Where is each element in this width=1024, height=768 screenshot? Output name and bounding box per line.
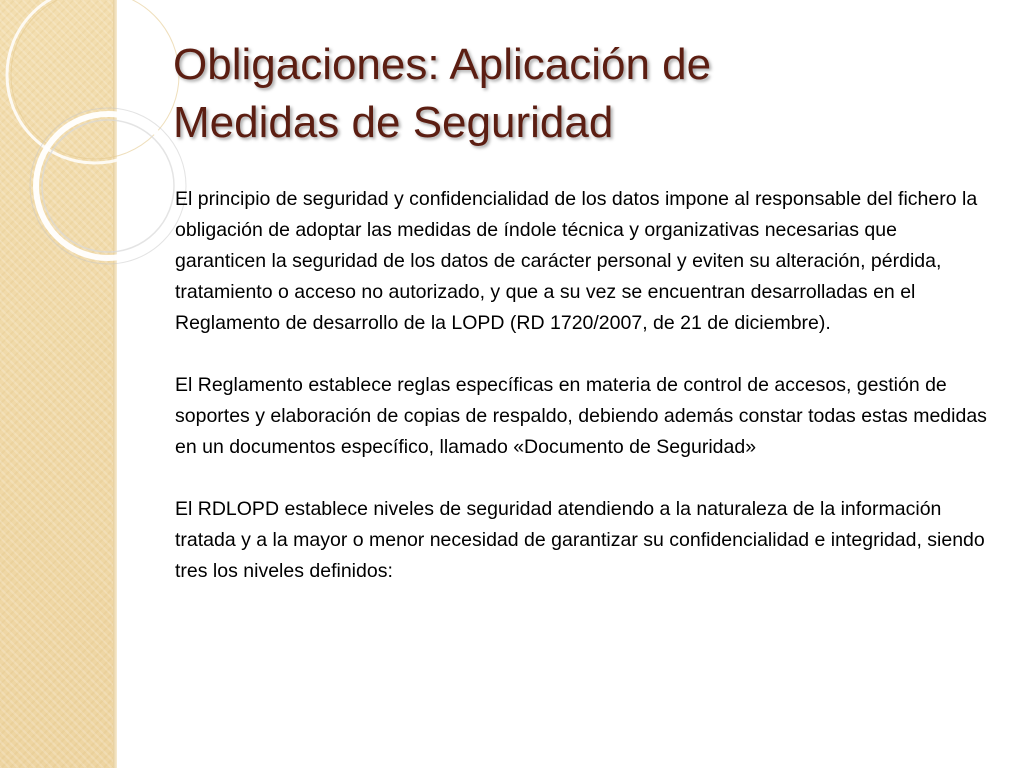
side-band-edge <box>113 0 117 768</box>
page-title <box>173 36 993 152</box>
paragraph-niveles: El RDLOPD establece niveles de seguridad atendiendo a la naturaleza de la información tratada y a la mayor o menor necesidad de garantizar su confidencialidad e integridad, siendo tres los niveles definidos: <box>175 498 985 582</box>
slide-body <box>175 184 987 618</box>
decorative-side-band <box>0 0 113 768</box>
title-line-1: Obligaciones: Aplicación de <box>173 40 712 89</box>
paragraph-reglamento: El Reglamento establece reglas específicas en materia de control de accesos, gestión de soportes y elaboración de copias de respaldo, debiendo además constar todas estas medidas en un documentos específico, llamado «Documento de Seguridad» <box>175 374 987 458</box>
title-line-2: Medidas de Seguridad <box>173 98 614 147</box>
paragraph-principio: El principio de seguridad y confidencialidad de los datos impone al responsable del fichero la obligación de adoptar las medidas de índole técnica y organizativas necesarias que garanticen la seguridad de los datos de carácter personal y eviten su alteración, pérdida, tratamiento o acceso no autorizado, y que a su vez se encuentran desarrolladas en el Reglamento de desarrollo de la LOPD (RD 1720/2007, de 21 de diciembre). <box>175 188 978 334</box>
